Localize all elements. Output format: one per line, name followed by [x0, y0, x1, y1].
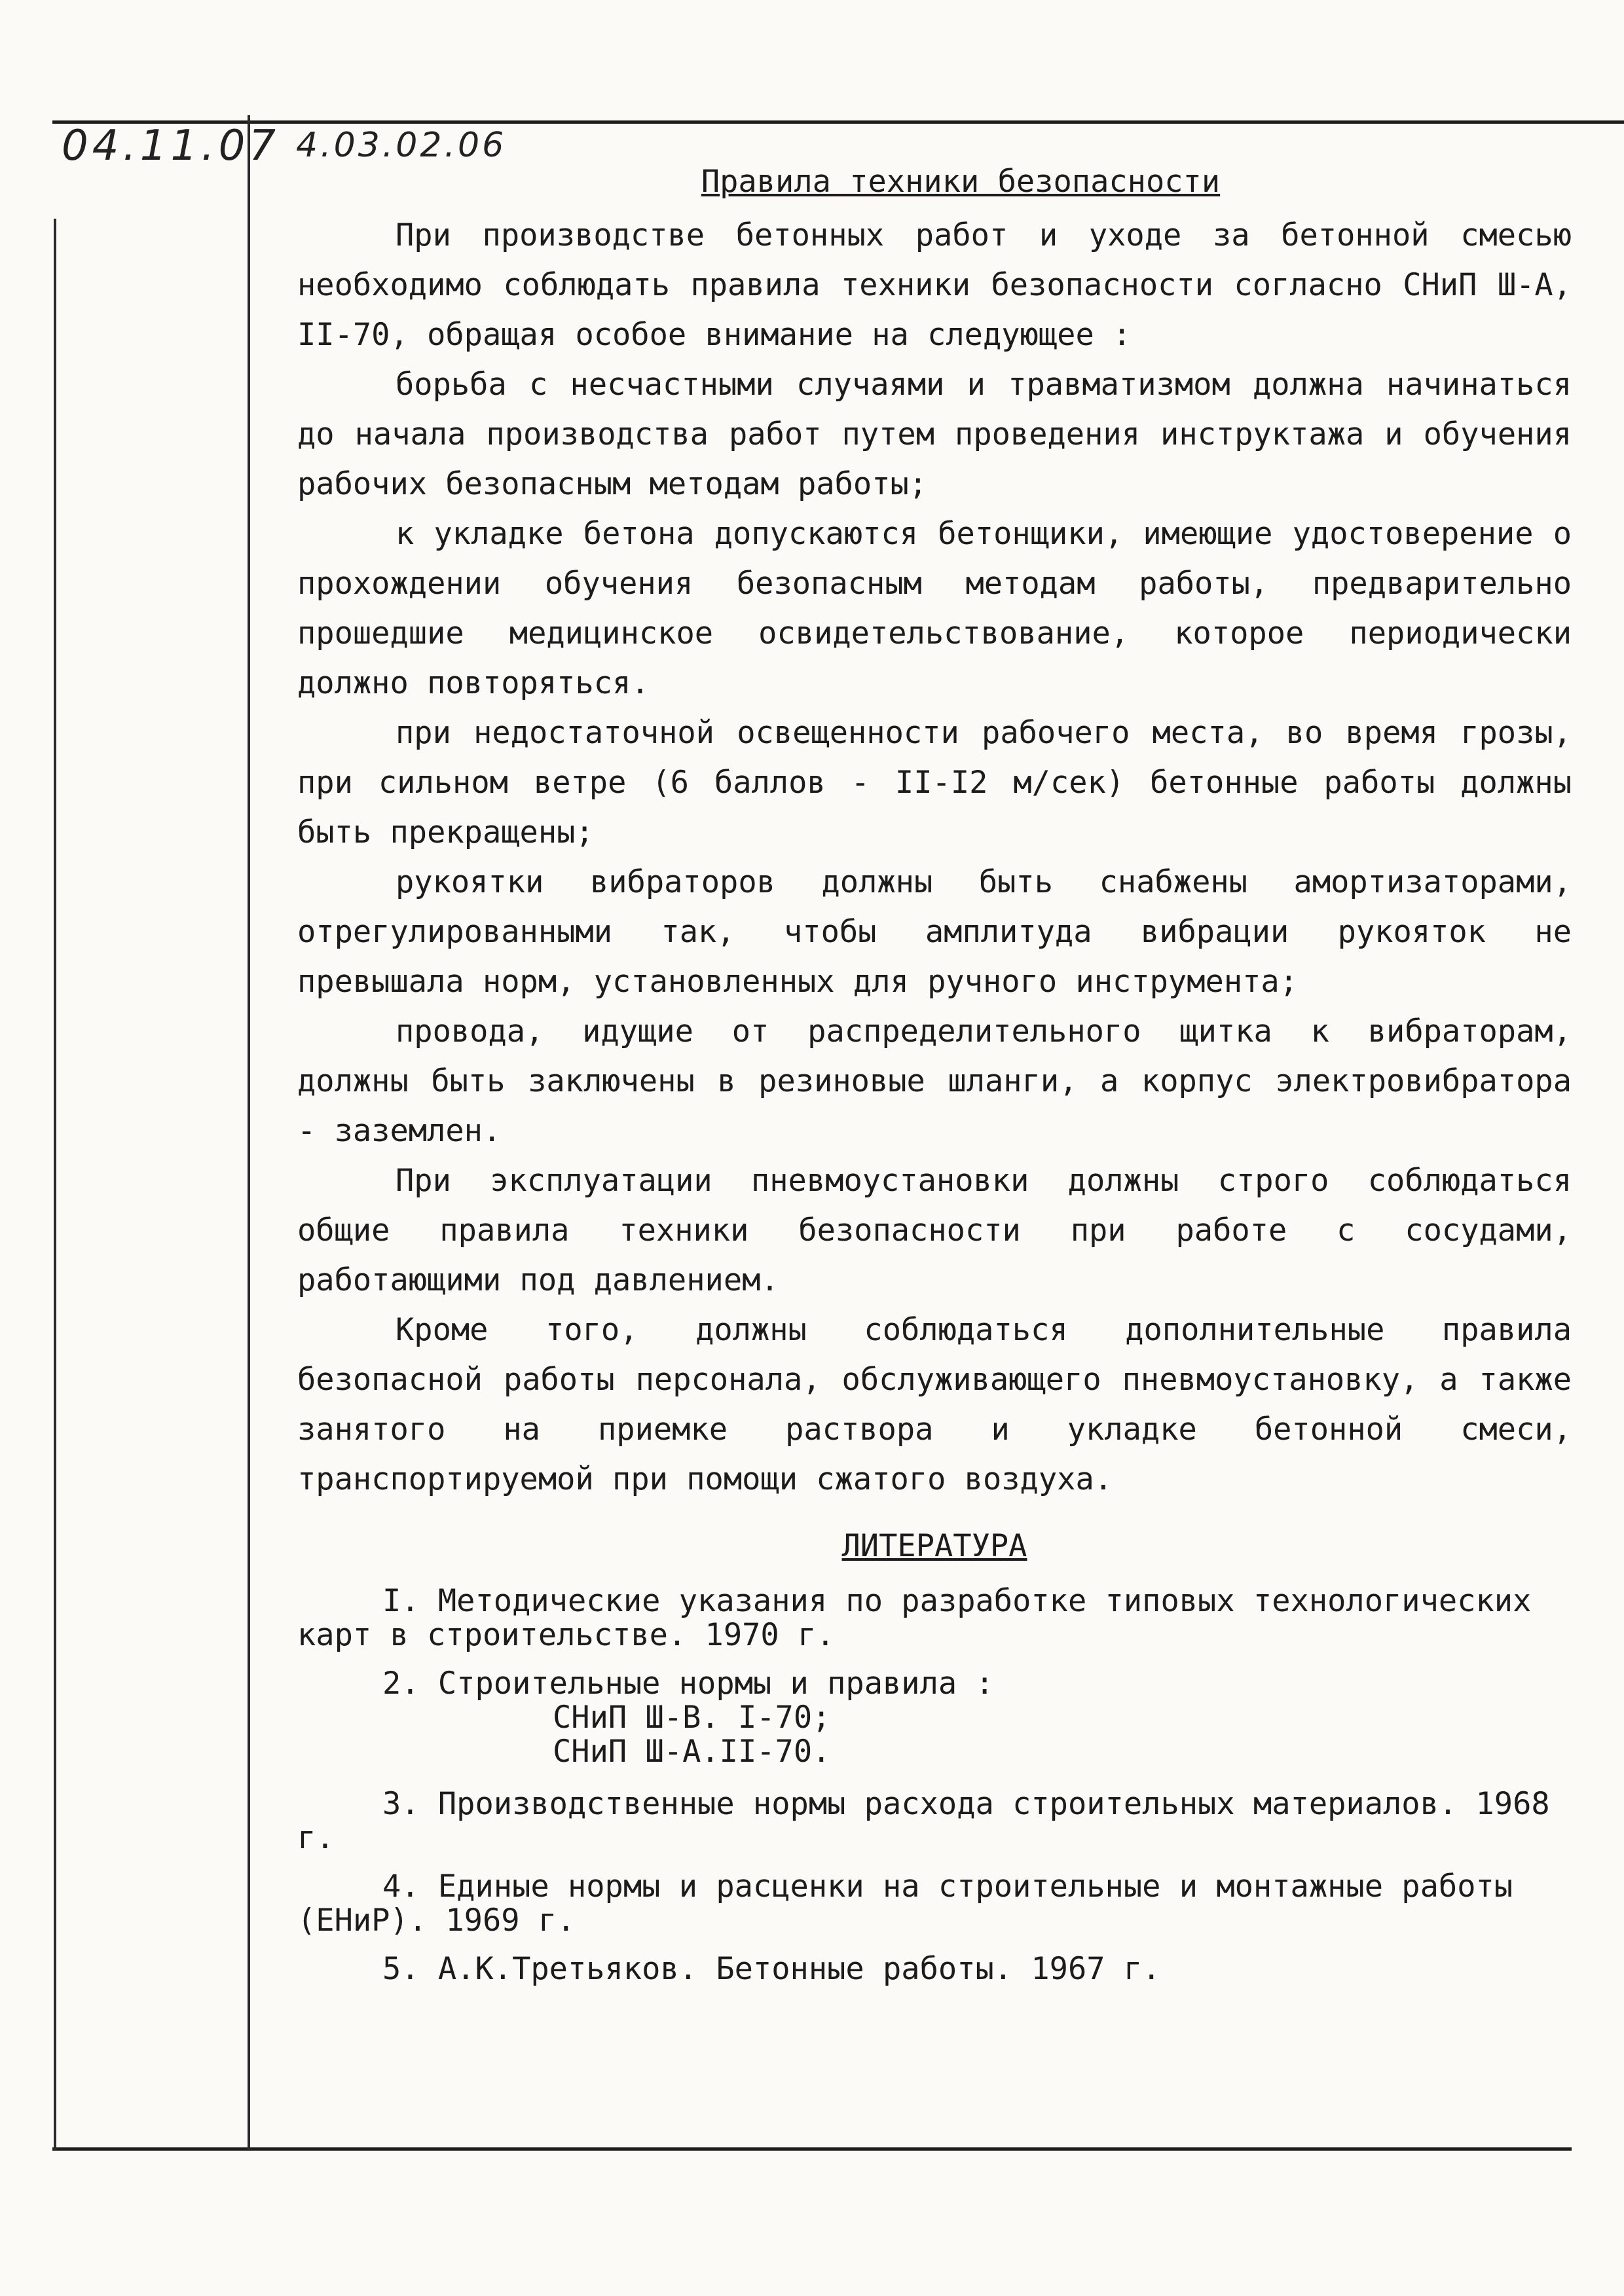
literature-item-2: 2. Строительные нормы и правила : [382, 1666, 994, 1702]
paragraph-wires: провода, идущие от распределительного щитка к вибраторам, должны быть заключены в резиновые шланги, а корпус электровибратора - заземлен. [297, 1013, 1572, 1149]
literature-item-4: 4. Единые нормы и расценки на строительные и монтажные работы (ЕНиР). 1969 г. [297, 1868, 1513, 1939]
paragraph-pneumatic: При эксплуатации пневмоустановки должны строго соблюдаться общие правила техники безопасности при работе с сосудами, работающими под давлением. [297, 1163, 1572, 1298]
literature-title: ЛИТЕРАТУРА [841, 1528, 1027, 1564]
paragraph-weather: при недостаточной освещенности рабочего места, во время грозы, при сильном ветре (6 баллов - II-I2 м/сек) бетонные работы должны быть прекращены; [297, 715, 1572, 850]
literature-item-3: 3. Производственные нормы расхода строительных материалов. 1968 г. [297, 1786, 1550, 1856]
margin-column-line [248, 115, 250, 2150]
paragraph-accidents: борьба с несчастными случаями и травматизмом должна начинаться до начала производства работ путем проведения инструктажа и обучения рабочих безопасным методам работы; [297, 367, 1572, 502]
frame-top-line [52, 120, 1624, 124]
section-title: Правила техники безопасности [701, 164, 1221, 200]
literature-item-2-sub-2: СНиП Ш-А.II-70. [553, 1734, 831, 1770]
margin-date: 04.11.07 [62, 122, 280, 170]
frame-left-line [54, 219, 56, 2150]
frame-bottom-line [52, 2147, 1572, 2151]
paragraph-intro: При производстве бетонных работ и уходе за бетонной смесью необходимо соблюдать правила техники безопасности согласно СНиП Ш-А, II-70, обращая особое внимание на следующее : [297, 217, 1572, 353]
paragraph-concrete-workers: к укладке бетона допускаются бетонщики, имеющие удостоверение о прохождении обучения безопасным методам работы, предварительно прошедшие медицинское освидетельствование, которое периодически должно повторяться. [297, 516, 1572, 701]
paragraph-vibrator-handles: рукоятки вибраторов должны быть снабжены амортизаторами, отрегулированными так, чтобы амплитуда вибрации рукояток не превышала норм, установленных для ручного инструмента; [297, 864, 1572, 1000]
literature-item-2-sub-1: СНиП Ш-В. I-70; [553, 1700, 831, 1736]
literature-item-5: 5. А.К.Третьяков. Бетонные работы. 1967 г. [382, 1951, 1161, 1987]
document-body [297, 157, 1572, 2001]
document-code: 4.03.02.06 [296, 126, 507, 165]
literature-item-1: I. Методические указания по разработке типовых технологических карт в строительстве. 1970 г. [297, 1583, 1532, 1653]
paragraph-additional-rules: Кроме того, должны соблюдаться дополнительные правила безопасной работы персонала, обслуживающего пневмоустановку, а также занятого на приемке раствора и укладке бетонной смеси, транспортируемой при помощи сжатого воздуха. [297, 1312, 1572, 1497]
